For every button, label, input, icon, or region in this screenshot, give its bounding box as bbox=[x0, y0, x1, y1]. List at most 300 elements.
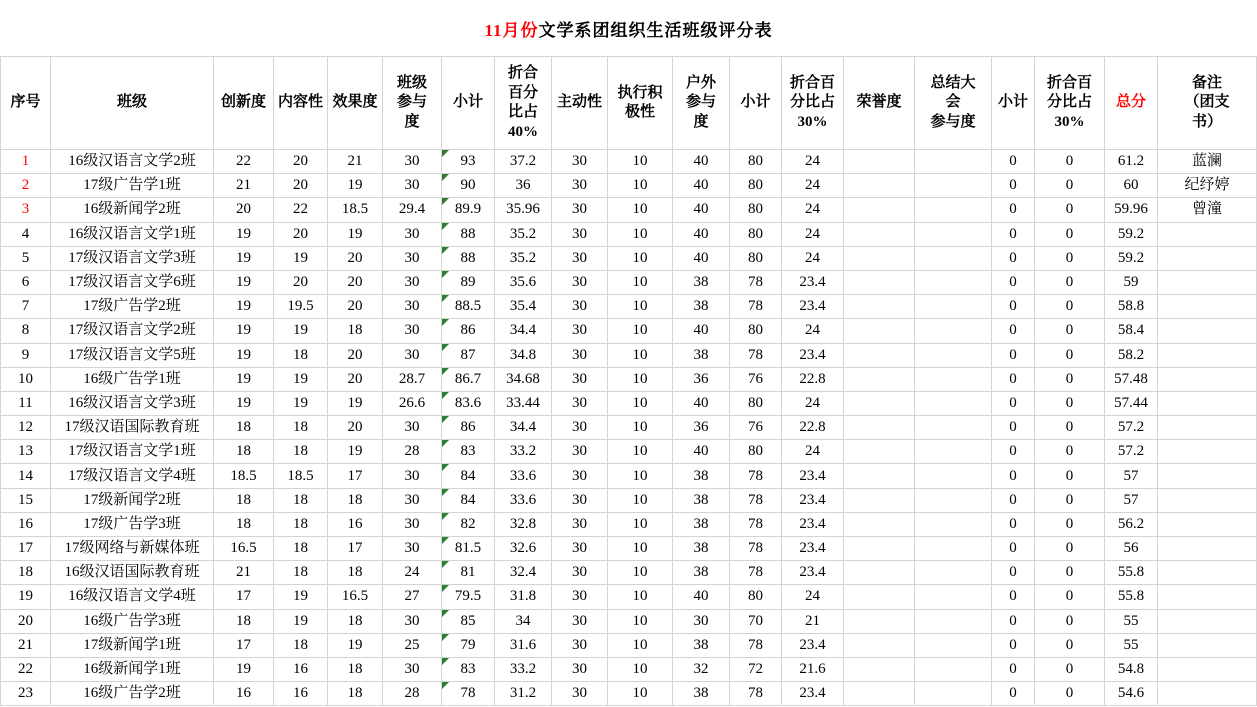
col-remark-cell[interactable]: 纪纾婷 bbox=[1158, 174, 1257, 198]
col-remark-cell[interactable] bbox=[1158, 246, 1257, 270]
col-subtotal-1-cell[interactable]: 78 bbox=[442, 682, 495, 706]
header-col-summary-meeting[interactable]: 总结大 会 参与度 bbox=[915, 57, 992, 150]
col-outdoor-participation-cell[interactable]: 40 bbox=[673, 150, 730, 174]
col-subtotal-3-cell[interactable]: 0 bbox=[992, 367, 1035, 391]
col-effect-cell[interactable]: 20 bbox=[328, 270, 383, 294]
col-pct-30-1-cell[interactable]: 23.4 bbox=[782, 561, 844, 585]
col-content-cell[interactable]: 19 bbox=[274, 585, 328, 609]
col-innovation-cell[interactable]: 22 bbox=[214, 150, 274, 174]
col-execution-cell[interactable]: 10 bbox=[608, 246, 673, 270]
col-index-cell[interactable]: 1 bbox=[1, 150, 51, 174]
col-innovation-cell[interactable]: 19 bbox=[214, 270, 274, 294]
col-effect-cell[interactable]: 18 bbox=[328, 657, 383, 681]
col-index-cell[interactable]: 10 bbox=[1, 367, 51, 391]
col-pct-40-cell[interactable]: 34.68 bbox=[495, 367, 552, 391]
col-execution-cell[interactable]: 10 bbox=[608, 657, 673, 681]
col-pct-30-2-cell[interactable]: 0 bbox=[1035, 657, 1105, 681]
col-class-cell[interactable]: 17级广告学2班 bbox=[51, 295, 214, 319]
col-subtotal-1-cell[interactable]: 89.9 bbox=[442, 198, 495, 222]
col-initiative-cell[interactable]: 30 bbox=[552, 609, 608, 633]
col-subtotal-1-cell[interactable]: 88.5 bbox=[442, 295, 495, 319]
col-class-participation-cell[interactable]: 30 bbox=[383, 488, 442, 512]
col-pct-40-cell[interactable]: 37.2 bbox=[495, 150, 552, 174]
col-pct-30-2-cell[interactable]: 0 bbox=[1035, 295, 1105, 319]
col-class-cell[interactable]: 17级汉语言文学5班 bbox=[51, 343, 214, 367]
col-remark-cell[interactable] bbox=[1158, 657, 1257, 681]
col-execution-cell[interactable]: 10 bbox=[608, 633, 673, 657]
col-pct-30-1-cell[interactable]: 21 bbox=[782, 609, 844, 633]
col-effect-cell[interactable]: 17 bbox=[328, 464, 383, 488]
col-class-participation-cell[interactable]: 28 bbox=[383, 682, 442, 706]
col-initiative-cell[interactable]: 30 bbox=[552, 416, 608, 440]
col-initiative-cell[interactable]: 30 bbox=[552, 537, 608, 561]
col-class-cell[interactable]: 16级广告学1班 bbox=[51, 367, 214, 391]
col-effect-cell[interactable]: 18 bbox=[328, 682, 383, 706]
col-execution-cell[interactable]: 10 bbox=[608, 440, 673, 464]
col-effect-cell[interactable]: 19 bbox=[328, 174, 383, 198]
col-summary-meeting-cell[interactable] bbox=[915, 270, 992, 294]
col-outdoor-participation-cell[interactable]: 38 bbox=[673, 464, 730, 488]
header-col-pct-30-1[interactable]: 折合百 分比占 30% bbox=[782, 57, 844, 150]
col-class-cell[interactable]: 16级广告学3班 bbox=[51, 609, 214, 633]
col-effect-cell[interactable]: 18 bbox=[328, 609, 383, 633]
col-class-cell[interactable]: 17级汉语言文学1班 bbox=[51, 440, 214, 464]
col-content-cell[interactable]: 20 bbox=[274, 174, 328, 198]
col-effect-cell[interactable]: 16.5 bbox=[328, 585, 383, 609]
col-content-cell[interactable]: 20 bbox=[274, 270, 328, 294]
col-subtotal-3-cell[interactable]: 0 bbox=[992, 609, 1035, 633]
col-summary-meeting-cell[interactable] bbox=[915, 391, 992, 415]
col-subtotal-1-cell[interactable]: 81 bbox=[442, 561, 495, 585]
col-outdoor-participation-cell[interactable]: 38 bbox=[673, 295, 730, 319]
col-pct-30-1-cell[interactable]: 21.6 bbox=[782, 657, 844, 681]
col-total-cell[interactable]: 59.2 bbox=[1105, 222, 1158, 246]
col-honor-cell[interactable] bbox=[844, 343, 915, 367]
col-execution-cell[interactable]: 10 bbox=[608, 222, 673, 246]
header-col-honor[interactable]: 荣誉度 bbox=[844, 57, 915, 150]
col-summary-meeting-cell[interactable] bbox=[915, 319, 992, 343]
col-class-cell[interactable]: 16级新闻学1班 bbox=[51, 657, 214, 681]
col-content-cell[interactable]: 20 bbox=[274, 222, 328, 246]
col-subtotal-3-cell[interactable]: 0 bbox=[992, 270, 1035, 294]
col-effect-cell[interactable]: 20 bbox=[328, 343, 383, 367]
col-pct-30-2-cell[interactable]: 0 bbox=[1035, 367, 1105, 391]
col-class-cell[interactable]: 17级汉语言文学4班 bbox=[51, 464, 214, 488]
col-index-cell[interactable]: 4 bbox=[1, 222, 51, 246]
col-execution-cell[interactable]: 10 bbox=[608, 319, 673, 343]
col-index-cell[interactable]: 12 bbox=[1, 416, 51, 440]
col-class-participation-cell[interactable]: 30 bbox=[383, 512, 442, 536]
col-honor-cell[interactable] bbox=[844, 633, 915, 657]
col-initiative-cell[interactable]: 30 bbox=[552, 343, 608, 367]
col-total-cell[interactable]: 55.8 bbox=[1105, 561, 1158, 585]
col-summary-meeting-cell[interactable] bbox=[915, 633, 992, 657]
col-outdoor-participation-cell[interactable]: 38 bbox=[673, 270, 730, 294]
col-remark-cell[interactable] bbox=[1158, 682, 1257, 706]
col-pct-40-cell[interactable]: 36 bbox=[495, 174, 552, 198]
col-outdoor-participation-cell[interactable]: 36 bbox=[673, 367, 730, 391]
col-remark-cell[interactable] bbox=[1158, 343, 1257, 367]
col-execution-cell[interactable]: 10 bbox=[608, 609, 673, 633]
header-col-execution[interactable]: 执行积 极性 bbox=[608, 57, 673, 150]
col-pct-30-1-cell[interactable]: 23.4 bbox=[782, 270, 844, 294]
col-honor-cell[interactable] bbox=[844, 464, 915, 488]
col-index-cell[interactable]: 19 bbox=[1, 585, 51, 609]
col-pct-30-2-cell[interactable]: 0 bbox=[1035, 270, 1105, 294]
sheet-title-cell[interactable] bbox=[0, 0, 1257, 56]
col-pct-30-1-cell[interactable]: 23.4 bbox=[782, 343, 844, 367]
col-honor-cell[interactable] bbox=[844, 246, 915, 270]
col-pct-30-2-cell[interactable]: 0 bbox=[1035, 440, 1105, 464]
col-subtotal-2-cell[interactable]: 80 bbox=[730, 174, 782, 198]
col-content-cell[interactable]: 16 bbox=[274, 682, 328, 706]
col-summary-meeting-cell[interactable] bbox=[915, 464, 992, 488]
col-pct-30-1-cell[interactable]: 23.4 bbox=[782, 682, 844, 706]
col-subtotal-3-cell[interactable]: 0 bbox=[992, 488, 1035, 512]
col-subtotal-1-cell[interactable]: 88 bbox=[442, 222, 495, 246]
col-class-participation-cell[interactable]: 30 bbox=[383, 295, 442, 319]
col-honor-cell[interactable] bbox=[844, 416, 915, 440]
col-class-participation-cell[interactable]: 30 bbox=[383, 464, 442, 488]
col-execution-cell[interactable]: 10 bbox=[608, 561, 673, 585]
col-subtotal-3-cell[interactable]: 0 bbox=[992, 295, 1035, 319]
col-effect-cell[interactable]: 18 bbox=[328, 488, 383, 512]
col-subtotal-2-cell[interactable]: 80 bbox=[730, 319, 782, 343]
col-index-cell[interactable]: 23 bbox=[1, 682, 51, 706]
col-pct-30-1-cell[interactable]: 22.8 bbox=[782, 416, 844, 440]
col-class-cell[interactable]: 16级新闻学2班 bbox=[51, 198, 214, 222]
col-effect-cell[interactable]: 18.5 bbox=[328, 198, 383, 222]
col-index-cell[interactable]: 15 bbox=[1, 488, 51, 512]
col-pct-40-cell[interactable]: 35.96 bbox=[495, 198, 552, 222]
col-subtotal-2-cell[interactable]: 80 bbox=[730, 585, 782, 609]
col-subtotal-2-cell[interactable]: 80 bbox=[730, 150, 782, 174]
col-honor-cell[interactable] bbox=[844, 488, 915, 512]
col-summary-meeting-cell[interactable] bbox=[915, 512, 992, 536]
col-execution-cell[interactable]: 10 bbox=[608, 343, 673, 367]
col-initiative-cell[interactable]: 30 bbox=[552, 488, 608, 512]
col-total-cell[interactable]: 57.44 bbox=[1105, 391, 1158, 415]
col-innovation-cell[interactable]: 19 bbox=[214, 343, 274, 367]
col-honor-cell[interactable] bbox=[844, 609, 915, 633]
col-class-participation-cell[interactable]: 30 bbox=[383, 222, 442, 246]
col-initiative-cell[interactable]: 30 bbox=[552, 657, 608, 681]
col-subtotal-3-cell[interactable]: 0 bbox=[992, 319, 1035, 343]
col-subtotal-3-cell[interactable]: 0 bbox=[992, 537, 1035, 561]
col-class-cell[interactable]: 16级汉语言文学3班 bbox=[51, 391, 214, 415]
col-summary-meeting-cell[interactable] bbox=[915, 682, 992, 706]
col-class-participation-cell[interactable]: 30 bbox=[383, 537, 442, 561]
col-outdoor-participation-cell[interactable]: 40 bbox=[673, 319, 730, 343]
col-class-cell[interactable]: 17级广告学1班 bbox=[51, 174, 214, 198]
col-innovation-cell[interactable]: 19 bbox=[214, 367, 274, 391]
col-content-cell[interactable]: 16 bbox=[274, 657, 328, 681]
col-summary-meeting-cell[interactable] bbox=[915, 343, 992, 367]
col-remark-cell[interactable] bbox=[1158, 561, 1257, 585]
col-remark-cell[interactable] bbox=[1158, 633, 1257, 657]
col-effect-cell[interactable]: 18 bbox=[328, 561, 383, 585]
col-subtotal-3-cell[interactable]: 0 bbox=[992, 657, 1035, 681]
col-total-cell[interactable]: 59.2 bbox=[1105, 246, 1158, 270]
col-pct-40-cell[interactable]: 31.2 bbox=[495, 682, 552, 706]
col-innovation-cell[interactable]: 18.5 bbox=[214, 464, 274, 488]
col-summary-meeting-cell[interactable] bbox=[915, 585, 992, 609]
col-pct-40-cell[interactable]: 31.6 bbox=[495, 633, 552, 657]
col-honor-cell[interactable] bbox=[844, 150, 915, 174]
col-subtotal-1-cell[interactable]: 79.5 bbox=[442, 585, 495, 609]
col-pct-30-2-cell[interactable]: 0 bbox=[1035, 150, 1105, 174]
col-class-participation-cell[interactable]: 30 bbox=[383, 150, 442, 174]
col-index-cell[interactable]: 13 bbox=[1, 440, 51, 464]
col-pct-40-cell[interactable]: 32.4 bbox=[495, 561, 552, 585]
col-class-cell[interactable]: 16级汉语言文学1班 bbox=[51, 222, 214, 246]
col-total-cell[interactable]: 55 bbox=[1105, 633, 1158, 657]
col-class-cell[interactable]: 16级汉语国际教育班 bbox=[51, 561, 214, 585]
col-initiative-cell[interactable]: 30 bbox=[552, 391, 608, 415]
col-outdoor-participation-cell[interactable]: 38 bbox=[673, 682, 730, 706]
col-pct-30-1-cell[interactable]: 23.4 bbox=[782, 633, 844, 657]
col-outdoor-participation-cell[interactable]: 38 bbox=[673, 633, 730, 657]
col-honor-cell[interactable] bbox=[844, 222, 915, 246]
col-remark-cell[interactable] bbox=[1158, 464, 1257, 488]
col-pct-30-1-cell[interactable]: 24 bbox=[782, 222, 844, 246]
col-execution-cell[interactable]: 10 bbox=[608, 585, 673, 609]
col-summary-meeting-cell[interactable] bbox=[915, 150, 992, 174]
col-summary-meeting-cell[interactable] bbox=[915, 537, 992, 561]
col-total-cell[interactable]: 56.2 bbox=[1105, 512, 1158, 536]
col-pct-30-2-cell[interactable]: 0 bbox=[1035, 174, 1105, 198]
col-remark-cell[interactable] bbox=[1158, 488, 1257, 512]
col-initiative-cell[interactable]: 30 bbox=[552, 682, 608, 706]
col-subtotal-2-cell[interactable]: 78 bbox=[730, 488, 782, 512]
col-pct-30-1-cell[interactable]: 24 bbox=[782, 585, 844, 609]
col-subtotal-2-cell[interactable]: 78 bbox=[730, 295, 782, 319]
col-initiative-cell[interactable]: 30 bbox=[552, 246, 608, 270]
col-index-cell[interactable]: 21 bbox=[1, 633, 51, 657]
col-class-participation-cell[interactable]: 30 bbox=[383, 343, 442, 367]
col-class-cell[interactable]: 17级汉语言文学2班 bbox=[51, 319, 214, 343]
col-class-participation-cell[interactable]: 30 bbox=[383, 246, 442, 270]
col-index-cell[interactable]: 16 bbox=[1, 512, 51, 536]
col-pct-40-cell[interactable]: 33.6 bbox=[495, 464, 552, 488]
col-summary-meeting-cell[interactable] bbox=[915, 561, 992, 585]
col-subtotal-3-cell[interactable]: 0 bbox=[992, 174, 1035, 198]
col-pct-30-1-cell[interactable]: 24 bbox=[782, 198, 844, 222]
col-execution-cell[interactable]: 10 bbox=[608, 682, 673, 706]
col-outdoor-participation-cell[interactable]: 40 bbox=[673, 391, 730, 415]
col-subtotal-2-cell[interactable]: 78 bbox=[730, 682, 782, 706]
col-pct-30-1-cell[interactable]: 24 bbox=[782, 391, 844, 415]
col-execution-cell[interactable]: 10 bbox=[608, 295, 673, 319]
col-pct-40-cell[interactable]: 32.6 bbox=[495, 537, 552, 561]
col-remark-cell[interactable] bbox=[1158, 512, 1257, 536]
col-pct-40-cell[interactable]: 35.2 bbox=[495, 246, 552, 270]
col-outdoor-participation-cell[interactable]: 40 bbox=[673, 440, 730, 464]
col-subtotal-2-cell[interactable]: 80 bbox=[730, 246, 782, 270]
col-content-cell[interactable]: 18 bbox=[274, 440, 328, 464]
col-subtotal-1-cell[interactable]: 85 bbox=[442, 609, 495, 633]
col-subtotal-1-cell[interactable]: 83 bbox=[442, 440, 495, 464]
col-initiative-cell[interactable]: 30 bbox=[552, 585, 608, 609]
col-subtotal-3-cell[interactable]: 0 bbox=[992, 633, 1035, 657]
col-execution-cell[interactable]: 10 bbox=[608, 391, 673, 415]
col-innovation-cell[interactable]: 19 bbox=[214, 391, 274, 415]
col-total-cell[interactable]: 61.2 bbox=[1105, 150, 1158, 174]
col-remark-cell[interactable] bbox=[1158, 222, 1257, 246]
col-pct-30-2-cell[interactable]: 0 bbox=[1035, 246, 1105, 270]
col-pct-40-cell[interactable]: 34.8 bbox=[495, 343, 552, 367]
col-effect-cell[interactable]: 18 bbox=[328, 319, 383, 343]
col-content-cell[interactable]: 19.5 bbox=[274, 295, 328, 319]
header-col-index[interactable]: 序号 bbox=[1, 57, 51, 150]
col-pct-30-2-cell[interactable]: 0 bbox=[1035, 585, 1105, 609]
col-honor-cell[interactable] bbox=[844, 585, 915, 609]
col-total-cell[interactable]: 54.6 bbox=[1105, 682, 1158, 706]
col-remark-cell[interactable] bbox=[1158, 270, 1257, 294]
col-subtotal-2-cell[interactable]: 80 bbox=[730, 391, 782, 415]
col-subtotal-3-cell[interactable]: 0 bbox=[992, 512, 1035, 536]
col-innovation-cell[interactable]: 16 bbox=[214, 682, 274, 706]
col-subtotal-1-cell[interactable]: 82 bbox=[442, 512, 495, 536]
col-index-cell[interactable]: 22 bbox=[1, 657, 51, 681]
col-innovation-cell[interactable]: 18 bbox=[214, 440, 274, 464]
header-col-class[interactable]: 班级 bbox=[51, 57, 214, 150]
col-honor-cell[interactable] bbox=[844, 270, 915, 294]
col-class-cell[interactable]: 16级汉语言文学4班 bbox=[51, 585, 214, 609]
col-initiative-cell[interactable]: 30 bbox=[552, 150, 608, 174]
col-honor-cell[interactable] bbox=[844, 367, 915, 391]
header-col-pct-40[interactable]: 折合 百分 比占 40% bbox=[495, 57, 552, 150]
col-subtotal-3-cell[interactable]: 0 bbox=[992, 391, 1035, 415]
header-col-outdoor-participation[interactable]: 户外 参与 度 bbox=[673, 57, 730, 150]
col-content-cell[interactable]: 19 bbox=[274, 319, 328, 343]
col-summary-meeting-cell[interactable] bbox=[915, 174, 992, 198]
col-subtotal-1-cell[interactable]: 81.5 bbox=[442, 537, 495, 561]
col-content-cell[interactable]: 19 bbox=[274, 609, 328, 633]
col-honor-cell[interactable] bbox=[844, 682, 915, 706]
col-pct-30-2-cell[interactable]: 0 bbox=[1035, 512, 1105, 536]
col-pct-40-cell[interactable]: 34 bbox=[495, 609, 552, 633]
col-outdoor-participation-cell[interactable]: 38 bbox=[673, 343, 730, 367]
col-remark-cell[interactable] bbox=[1158, 609, 1257, 633]
col-summary-meeting-cell[interactable] bbox=[915, 246, 992, 270]
col-class-participation-cell[interactable]: 24 bbox=[383, 561, 442, 585]
header-col-content[interactable]: 内容性 bbox=[274, 57, 328, 150]
col-effect-cell[interactable]: 19 bbox=[328, 222, 383, 246]
col-execution-cell[interactable]: 10 bbox=[608, 512, 673, 536]
col-pct-30-2-cell[interactable]: 0 bbox=[1035, 222, 1105, 246]
col-pct-40-cell[interactable]: 35.4 bbox=[495, 295, 552, 319]
col-outdoor-participation-cell[interactable]: 38 bbox=[673, 488, 730, 512]
col-remark-cell[interactable] bbox=[1158, 391, 1257, 415]
col-class-cell[interactable]: 17级汉语国际教育班 bbox=[51, 416, 214, 440]
header-col-initiative[interactable]: 主动性 bbox=[552, 57, 608, 150]
header-col-subtotal-2[interactable]: 小计 bbox=[730, 57, 782, 150]
col-subtotal-2-cell[interactable]: 80 bbox=[730, 198, 782, 222]
col-pct-40-cell[interactable]: 34.4 bbox=[495, 416, 552, 440]
col-content-cell[interactable]: 19 bbox=[274, 367, 328, 391]
col-total-cell[interactable]: 57.48 bbox=[1105, 367, 1158, 391]
col-subtotal-2-cell[interactable]: 80 bbox=[730, 440, 782, 464]
col-summary-meeting-cell[interactable] bbox=[915, 416, 992, 440]
col-class-participation-cell[interactable]: 25 bbox=[383, 633, 442, 657]
col-total-cell[interactable]: 58.8 bbox=[1105, 295, 1158, 319]
col-innovation-cell[interactable]: 19 bbox=[214, 295, 274, 319]
col-index-cell[interactable]: 11 bbox=[1, 391, 51, 415]
col-remark-cell[interactable]: 蓝澜 bbox=[1158, 150, 1257, 174]
col-total-cell[interactable]: 54.8 bbox=[1105, 657, 1158, 681]
col-remark-cell[interactable]: 曾潼 bbox=[1158, 198, 1257, 222]
col-initiative-cell[interactable]: 30 bbox=[552, 270, 608, 294]
col-pct-30-2-cell[interactable]: 0 bbox=[1035, 682, 1105, 706]
col-innovation-cell[interactable]: 18 bbox=[214, 512, 274, 536]
col-subtotal-2-cell[interactable]: 78 bbox=[730, 561, 782, 585]
col-pct-30-1-cell[interactable]: 22.8 bbox=[782, 367, 844, 391]
col-subtotal-1-cell[interactable]: 86 bbox=[442, 319, 495, 343]
col-pct-40-cell[interactable]: 34.4 bbox=[495, 319, 552, 343]
col-subtotal-1-cell[interactable]: 93 bbox=[442, 150, 495, 174]
col-pct-30-2-cell[interactable]: 0 bbox=[1035, 633, 1105, 657]
col-execution-cell[interactable]: 10 bbox=[608, 537, 673, 561]
col-class-participation-cell[interactable]: 28.7 bbox=[383, 367, 442, 391]
col-total-cell[interactable]: 56 bbox=[1105, 537, 1158, 561]
col-initiative-cell[interactable]: 30 bbox=[552, 319, 608, 343]
col-summary-meeting-cell[interactable] bbox=[915, 657, 992, 681]
col-content-cell[interactable]: 18 bbox=[274, 512, 328, 536]
header-col-total[interactable]: 总分 bbox=[1105, 57, 1158, 150]
col-remark-cell[interactable] bbox=[1158, 295, 1257, 319]
col-initiative-cell[interactable]: 30 bbox=[552, 222, 608, 246]
col-pct-30-1-cell[interactable]: 23.4 bbox=[782, 512, 844, 536]
col-index-cell[interactable]: 7 bbox=[1, 295, 51, 319]
col-effect-cell[interactable]: 19 bbox=[328, 633, 383, 657]
col-class-cell[interactable]: 17级网络与新媒体班 bbox=[51, 537, 214, 561]
col-total-cell[interactable]: 55.8 bbox=[1105, 585, 1158, 609]
col-effect-cell[interactable]: 20 bbox=[328, 246, 383, 270]
col-subtotal-2-cell[interactable]: 80 bbox=[730, 222, 782, 246]
col-content-cell[interactable]: 18 bbox=[274, 561, 328, 585]
col-content-cell[interactable]: 19 bbox=[274, 246, 328, 270]
col-subtotal-1-cell[interactable]: 86 bbox=[442, 416, 495, 440]
header-col-pct-30-2[interactable]: 折合百 分比占 30% bbox=[1035, 57, 1105, 150]
col-execution-cell[interactable]: 10 bbox=[608, 416, 673, 440]
col-honor-cell[interactable] bbox=[844, 174, 915, 198]
col-execution-cell[interactable]: 10 bbox=[608, 488, 673, 512]
col-remark-cell[interactable] bbox=[1158, 416, 1257, 440]
col-outdoor-participation-cell[interactable]: 32 bbox=[673, 657, 730, 681]
col-subtotal-1-cell[interactable]: 84 bbox=[442, 488, 495, 512]
header-col-class-participation[interactable]: 班级 参与 度 bbox=[383, 57, 442, 150]
col-pct-30-1-cell[interactable]: 24 bbox=[782, 150, 844, 174]
col-summary-meeting-cell[interactable] bbox=[915, 440, 992, 464]
col-subtotal-3-cell[interactable]: 0 bbox=[992, 198, 1035, 222]
header-col-innovation[interactable]: 创新度 bbox=[214, 57, 274, 150]
col-index-cell[interactable]: 8 bbox=[1, 319, 51, 343]
col-outdoor-participation-cell[interactable]: 38 bbox=[673, 512, 730, 536]
col-index-cell[interactable]: 20 bbox=[1, 609, 51, 633]
col-honor-cell[interactable] bbox=[844, 391, 915, 415]
col-content-cell[interactable]: 22 bbox=[274, 198, 328, 222]
col-subtotal-1-cell[interactable]: 83.6 bbox=[442, 391, 495, 415]
col-subtotal-3-cell[interactable]: 0 bbox=[992, 682, 1035, 706]
col-summary-meeting-cell[interactable] bbox=[915, 609, 992, 633]
col-innovation-cell[interactable]: 17 bbox=[214, 585, 274, 609]
col-effect-cell[interactable]: 19 bbox=[328, 391, 383, 415]
col-total-cell[interactable]: 57 bbox=[1105, 464, 1158, 488]
col-subtotal-2-cell[interactable]: 76 bbox=[730, 367, 782, 391]
col-subtotal-3-cell[interactable]: 0 bbox=[992, 222, 1035, 246]
col-honor-cell[interactable] bbox=[844, 440, 915, 464]
